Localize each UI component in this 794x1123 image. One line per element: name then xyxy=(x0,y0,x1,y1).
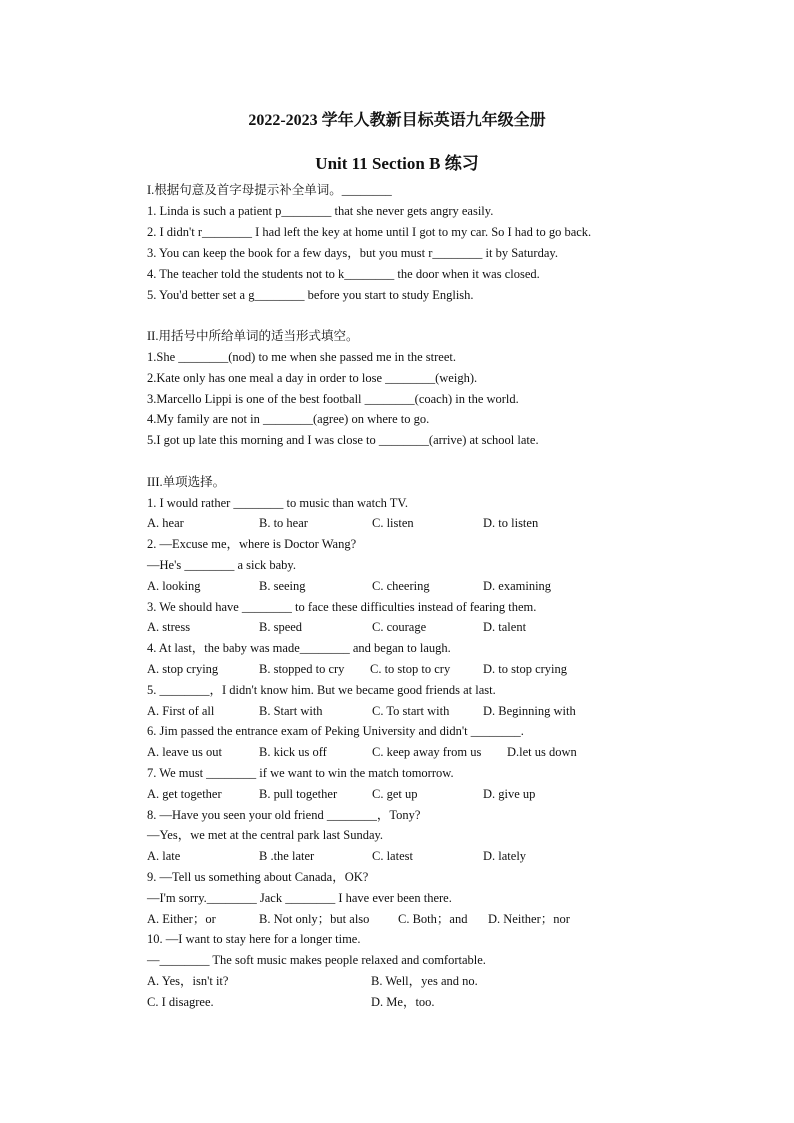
option-c: C. keep away from us xyxy=(372,745,482,759)
section-1-item: 3. You can keep the book for a few days，but you must r________ it by Saturday. xyxy=(147,246,558,260)
option-a: A. stop crying xyxy=(147,662,219,676)
question-options xyxy=(147,786,707,802)
option-b: B. stopped to cry xyxy=(259,662,345,676)
section-1-heading: I.根据句意及首字母提示补全单词。________ xyxy=(147,183,392,197)
document-subtitle: Unit 11 Section B 练习 xyxy=(315,154,479,173)
option-d: D. talent xyxy=(483,620,527,634)
question-line: —He's ________ a sick baby. xyxy=(147,558,296,572)
question-line: 3. We should have ________ to face these difficulties instead of fearing them. xyxy=(147,600,537,614)
section-1-item: 5. You'd better set a g________ before you start to study English. xyxy=(147,288,474,302)
option-a: A. leave us out xyxy=(147,745,222,759)
option-b: B. speed xyxy=(259,620,303,634)
option-c: C. cheering xyxy=(372,579,430,593)
option-a: A. late xyxy=(147,849,181,863)
option-b: B .the later xyxy=(259,849,315,863)
question-line: —________ The soft music makes people relaxed and comfortable. xyxy=(147,953,486,967)
section-2-item: 2.Kate only has one meal a day in order to lose ________(weigh). xyxy=(147,371,478,385)
option-a: A. Either；or xyxy=(147,912,216,926)
question-line: 5. ________，I didn't know him. But we became good friends at last. xyxy=(147,683,496,697)
question-options xyxy=(147,703,707,719)
question-options xyxy=(147,744,707,760)
section-1-item: 4. The teacher told the students not to k________ the door when it was closed. xyxy=(147,267,540,281)
option-d: D. Me，too. xyxy=(371,995,435,1009)
section-1-item: 2. I didn't r________ I had left the key at home until I got to my car. So I had to go back. xyxy=(147,225,592,239)
question-line: 8. —Have you seen your old friend ________，Tony? xyxy=(147,808,421,822)
question-line: —I'm sorry.________ Jack ________ I have ever been there. xyxy=(147,891,452,905)
section-3-heading: III.单项选择。 xyxy=(147,475,226,489)
option-b: B. seeing xyxy=(259,579,306,593)
option-d: D. examining xyxy=(483,579,552,593)
section-2-heading: II.用括号中所给单词的适当形式填空。 xyxy=(147,329,359,343)
option-d: D. to listen xyxy=(483,516,539,530)
section-2-item: 5.I got up late this morning and I was close to ________(arrive) at school late. xyxy=(147,433,539,447)
question-line: —Yes，we met at the central park last Sunday. xyxy=(147,828,384,842)
option-c: C. To start with xyxy=(372,704,450,718)
option-c: C. courage xyxy=(372,620,427,634)
option-b: B. Well，yes and no. xyxy=(371,974,478,988)
option-b: B. pull together xyxy=(259,787,338,801)
option-d: D. to stop crying xyxy=(483,662,568,676)
option-a: A. get together xyxy=(147,787,222,801)
option-c: C. to stop to cry xyxy=(370,662,451,676)
option-c: C. get up xyxy=(372,787,418,801)
question-options xyxy=(147,578,707,594)
question-options xyxy=(147,661,707,677)
option-c: C. listen xyxy=(372,516,414,530)
question-line: 4. At last，the baby was made________ and began to laugh. xyxy=(147,641,451,655)
question-options xyxy=(147,994,707,1010)
option-d: D. lately xyxy=(483,849,527,863)
question-line: 6. Jim passed the entrance exam of Peking University and didn't ________. xyxy=(147,724,524,738)
question-line: 7. We must ________ if we want to win the match tomorrow. xyxy=(147,766,454,780)
section-2-item: 3.Marcello Lippi is one of the best football ________(coach) in the world. xyxy=(147,392,519,406)
option-d: D.let us down xyxy=(507,745,577,759)
question-line: 1. I would rather ________ to music than watch TV. xyxy=(147,496,408,510)
question-options xyxy=(147,619,707,635)
question-line: 2. —Excuse me，where is Doctor Wang? xyxy=(147,537,357,551)
option-a: A. looking xyxy=(147,579,201,593)
option-b: B. Start with xyxy=(259,704,323,718)
option-a: A. stress xyxy=(147,620,191,634)
question-line: 9. —Tell us something about Canada，OK? xyxy=(147,870,369,884)
option-b: B. Not only；but also xyxy=(259,912,370,926)
option-b: B. kick us off xyxy=(259,745,327,759)
option-b: B. to hear xyxy=(259,516,308,530)
option-d: D. Beginning with xyxy=(483,704,576,718)
option-c: C. I disagree. xyxy=(147,995,214,1009)
option-d: D. Neither；nor xyxy=(488,912,570,926)
question-options xyxy=(147,973,707,989)
question-line: 10. —I want to stay here for a longer time. xyxy=(147,932,361,946)
option-a: A. First of all xyxy=(147,704,215,718)
section-2-item: 4.My family are not in ________(agree) on where to go. xyxy=(147,412,430,426)
question-options xyxy=(147,515,707,531)
option-c: C. Both；and xyxy=(398,912,468,926)
question-options xyxy=(147,911,707,927)
question-options xyxy=(147,848,707,864)
option-d: D. give up xyxy=(483,787,536,801)
section-2-item: 1.She ________(nod) to me when she passed me in the street. xyxy=(147,350,456,364)
option-a: A. hear xyxy=(147,516,184,530)
option-a: A. Yes，isn't it? xyxy=(147,974,229,988)
document-title: 2022-2023 学年人教新目标英语九年级全册 xyxy=(248,112,546,129)
option-c: C. latest xyxy=(372,849,413,863)
section-1-item: 1. Linda is such a patient p________ that she never gets angry easily. xyxy=(147,204,494,218)
